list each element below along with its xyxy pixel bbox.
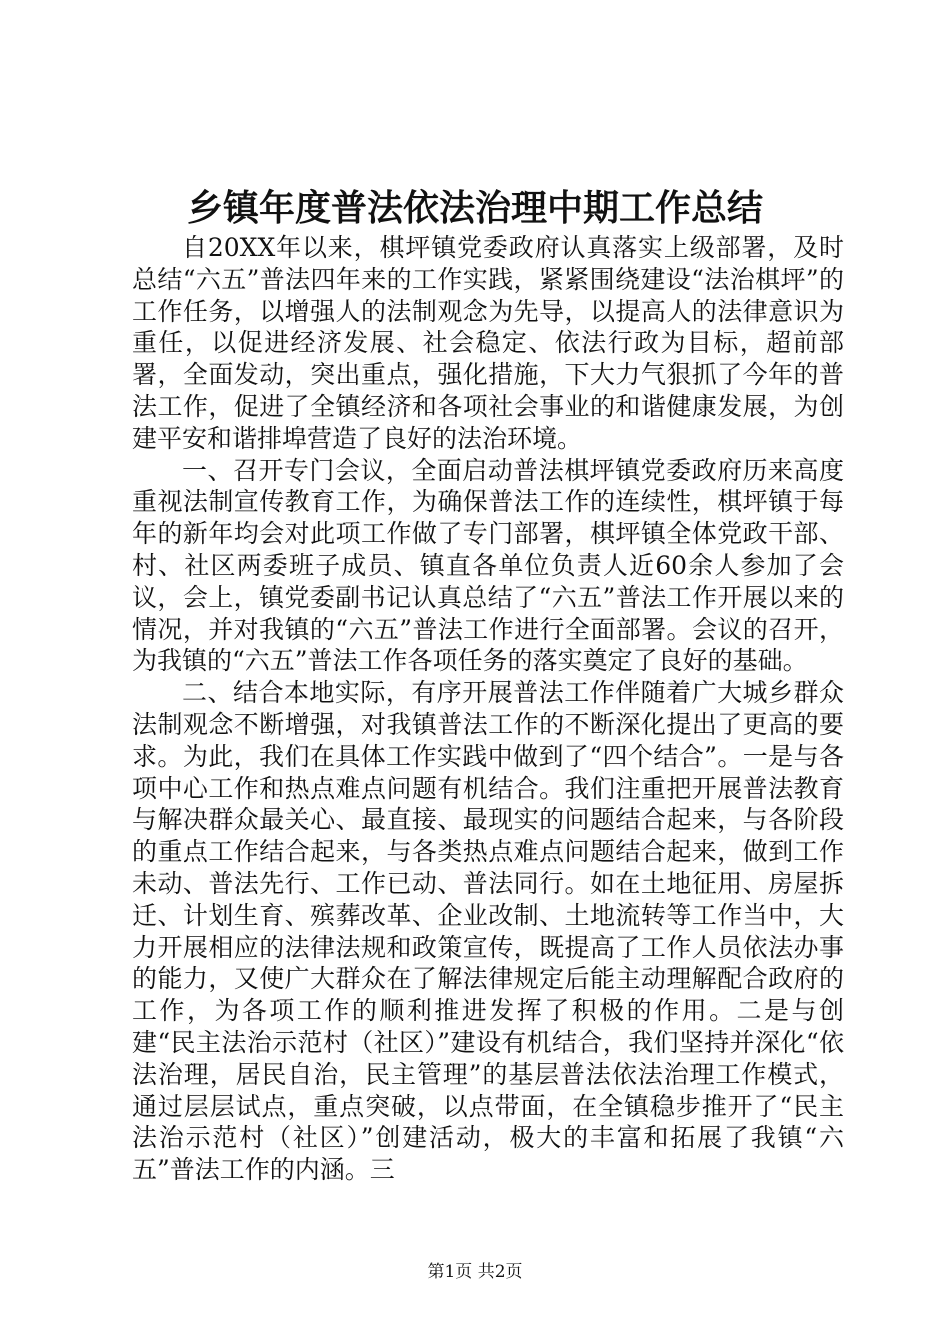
document-title: 乡镇年度普法依法治理中期工作总结 <box>186 187 763 229</box>
paragraph-intro: 自20XX年以来，棋坪镇党委政府认真落实上级部署，及时总结“六五”普法四年来的工作实践，紧紧围绕建设“法治棋坪”的工作任务，以增强人的法制观念为先导，以提高人的法律意识为重任，以促进经济发展、社会稳定、依法行政为目标，超前部署，全面发动，突出重点，强化措施，下大力气狠抓了今年的普法工作，促进了全镇经济和各项社会事业的和谐健康发展，为创建平安和谐排埠营造了良好的法治环境。 <box>132 233 844 453</box>
paragraph-section-one: 一、召开专门会议，全面启动普法棋坪镇党委政府历来高度重视法制宣传教育工作，为确保普法工作的连续性，棋坪镇于每年的新年均会对此项工作做了专门部署，棋坪镇全体党政干部、村、社区两委班子成员、镇直各单位负责人近60余人参加了会议，会上，镇党委副书记认真总结了“六五”普法工作开展以来的情况，并对我镇的“六五”普法工作进行全面部署。会议的召开，为我镇的“六五”普法工作各项任务的落实奠定了良好的基础。 <box>132 455 844 676</box>
page-number-footer: 第1页 共2页 <box>427 1262 523 1282</box>
paragraph-section-two: 二、结合本地实际，有序开展普法工作伴随着广大城乡群众法制观念不断增强，对我镇普法工作的不断深化提出了更高的要求。为此，我们在具体工作实践中做到了“四个结合”。一是与各项中心工作和热点难点问题有机结合。我们注重把开展普法教育与解决群众最关心、最直接、最现实的问题结合起来，与各阶段的重点工作结合起来，与各类热点难点问题结合起来，做到工作未动、普法先行、工作已动、普法同行。如在土地征用、房屋拆迁、计划生育、殡葬改革、企业改制、土地流转等工作当中，大力开展相应的法律法规和政策宣传，既提高了工作人员依法办事的能力，又使广大群众在了解法律规定后能主动理解配合政府的工作，为各项工作的顺利推进发挥了积极的作用。二是与创建“民主法治示范村（社区）”建设有机结合，我们坚持并深化“依法治理，居民自治，民主管理”的基层普法依法治理工作模式，通过层层试点，重点突破，以点带面，在全镇稳步推开了“民主法治示范村（社区）”创建活动，极大的丰富和拓展了我镇“六五”普法工作的内涵。三 <box>132 678 844 1185</box>
document-body <box>132 232 844 1186</box>
